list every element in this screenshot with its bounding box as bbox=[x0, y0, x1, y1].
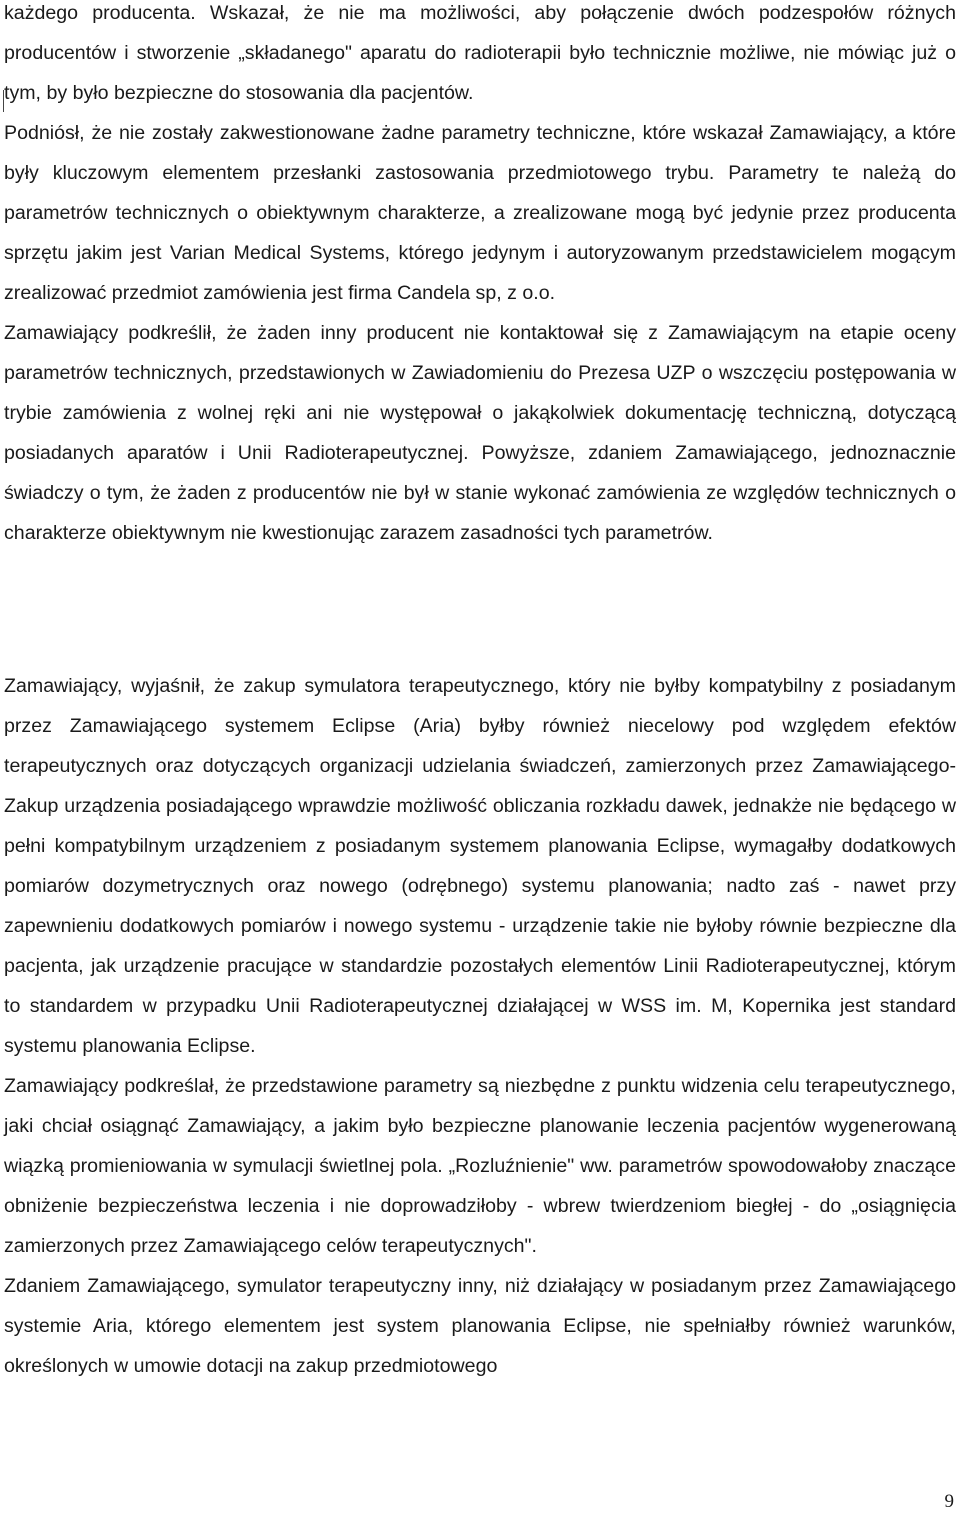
text-section-2 bbox=[4, 666, 956, 1386]
paragraph: każdego producenta. Wskazał, że nie ma możliwości, aby połączenie dwóch podzespołów różnych producentów i stworzenie „składanego" aparatu do radioterapii było technicznie możliwe, nie mówiąc już o tym, by było bezpieczne do stosowania dla pacjentów. bbox=[4, 2, 956, 104]
paragraph: Zamawiający podkreślał, że przedstawione parametry są niezbędne z punktu widzenia celu terapeutycznego, jaki chciał osiągnąć Zamawiający, a jakim było bezpieczne planowanie leczenia pacjentów wygenerowaną wiązką promieniowania w symulacji świetlnej pola. „Rozluźnienie" ww. parametrów spowodowałoby znaczące obniżenie bezpieczeństwa leczenia i nie doprowadziłoby - wbrew twierdzeniom biegłej - do „osiągnięcia zamierzonych przez Zamawiającego celów terapeutycznych". bbox=[4, 1075, 956, 1257]
text-section-1 bbox=[4, 0, 956, 553]
paragraph: Zamawiający podkreślił, że żaden inny producent nie kontaktował się z Zamawiającym na etapie oceny parametrów technicznych, przedstawionych w Zawiadomieniu do Prezesa UZP o wszczęciu postępowania w trybie zamówienia z wolnej ręki ani nie występował o jakąkolwiek dokumentację techniczną, dotyczącą posiadanych aparatów i Unii Radioterapeutycznej. Powyższe, zdaniem Zamawiającego, jednoznacznie świadczy o tym, że żaden z producentów nie był w stanie wykonać zamówienia ze względów technicznych o charakterze obiektywnym nie kwestionując zarazem zasadności tych parametrów. bbox=[4, 322, 956, 544]
paragraph: Zamawiający, wyjaśnił, że zakup symulatora terapeutycznego, który nie byłby kompatybilny z posiadanym przez Zamawiającego systemem Eclipse (Aria) byłby również niecelowy pod względem efektów terapeutycznych oraz dotyczących organizacji udzielania świadczeń, zamierzonych przez Zamawiającego- Zakup urządzenia posiadającego wprawdzie możliwość obliczania rozkładu dawek, jednakże nie będącego w pełni kompatybilnym urządzeniem z posiadanym systemem planowania Eclipse, wymagałby dodatkowych pomiarów dozymetrycznych oraz nowego (odrębnego) systemu planowania; nadto zaś - nawet przy zapewnieniu dodatkowych pomiarów i nowego systemu - urządzenie takie nie byłoby równie bezpieczne dla pacjenta, jak urządzenie pracujące w standardzie pozostałych elementów Linii Radioterapeutycznej, którym to standardem w przypadku Unii Radioterapeutycznej działającej w WSS im. M, Kopernika jest standard systemu planowania Eclipse. bbox=[4, 675, 956, 1057]
page-number: 9 bbox=[944, 1491, 954, 1512]
paragraph: Zdaniem Zamawiającego, symulator terapeutyczny inny, niż działający w posiadanym przez Zamawiającego systemie Aria, którego elementem jest system planowania Eclipse, nie spełniałby również warunków, określonych w umowie dotacji na zakup przedmiotowego bbox=[4, 1275, 956, 1377]
paragraph: Podniósł, że nie zostały zakwestionowane żadne parametry techniczne, które wskazał Zamawiający, a które były kluczowym elementem przesłanki zastosowania przedmiotowego trybu. Parametry te należą do parametrów technicznych o obiektywnym charakterze, a zrealizowane mogą być jedynie przez producenta sprzętu jakim jest Varian Medical Systems, którego jedynym i autoryzowanym przedstawicielem mogącym zrealizować przedmiot zamówienia jest firma Candela sp, z o.o. bbox=[4, 122, 956, 304]
